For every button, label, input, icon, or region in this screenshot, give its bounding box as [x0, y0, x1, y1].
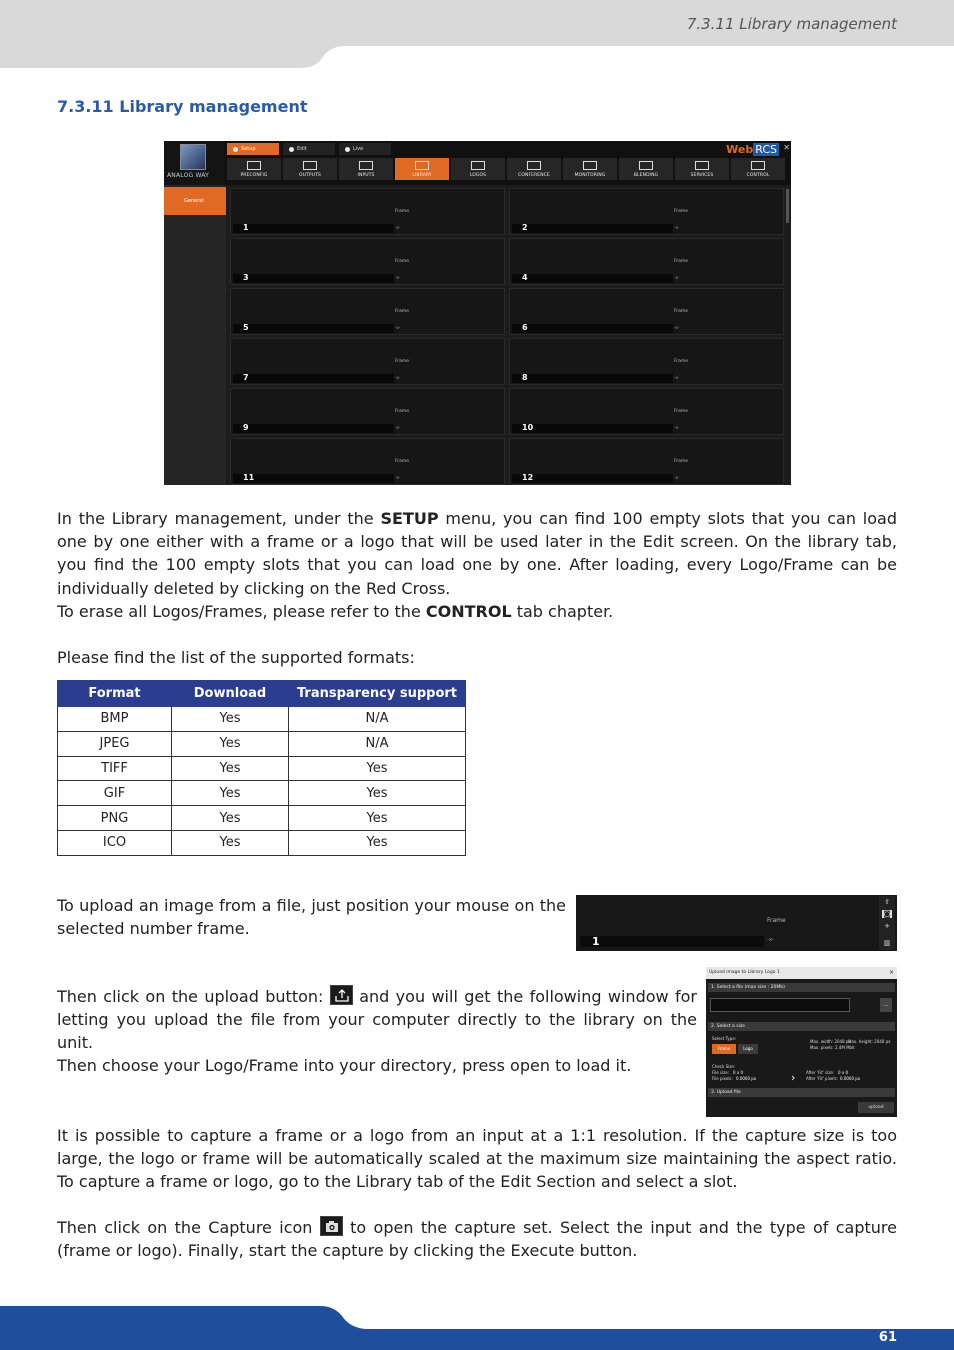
nav-label: LIBRARY [412, 173, 432, 178]
nav-outputs[interactable] [283, 158, 337, 180]
slot-hover-screenshot [576, 895, 897, 951]
slot-number: 7 [243, 373, 249, 382]
logos-icon [471, 161, 485, 170]
slot-frame-label: Frame [674, 459, 689, 464]
library-slot[interactable] [230, 388, 505, 435]
after-pixels-value: 0.0000 px [840, 1076, 861, 1081]
upload-icon [330, 985, 353, 1005]
cell-transparency: Yes [289, 781, 466, 806]
library-slot[interactable] [509, 338, 784, 385]
nav-services[interactable] [675, 158, 729, 180]
setup-nav [227, 158, 785, 180]
mode-tabs [227, 143, 391, 156]
capture-icon[interactable]: ◙ [883, 910, 891, 918]
slot-size-label: -x- [674, 375, 680, 380]
nav-inputs[interactable] [339, 158, 393, 180]
upload-button[interactable]: upload [858, 1102, 894, 1113]
paragraph-erase [57, 600, 897, 623]
slot-label-bar [233, 324, 394, 333]
slot-size-label: -x- [395, 475, 401, 480]
slot-frame-label: Frame [674, 409, 689, 414]
tab-setup-label: Setup [241, 146, 256, 152]
side-panel [164, 185, 226, 485]
analog-way-logo-text: ANALOG WAY [167, 172, 210, 179]
file-size-label: File size: [712, 1070, 730, 1075]
inputs-icon [359, 161, 373, 170]
header-band [0, 0, 954, 70]
paragraph-text: and you will get the following window for letting you upload the file from your computer directly to the library on the unit. [57, 987, 697, 1053]
step-select-file: 1. Select a file (max size : 20Mb) [708, 983, 895, 992]
slot-number: 5 [243, 323, 249, 332]
nav-library[interactable] [395, 158, 449, 180]
slot-action-icons [879, 896, 895, 950]
paragraph-text: Then click on the Capture icon [57, 1218, 320, 1237]
cell-format: BMP [58, 707, 172, 732]
browse-button[interactable]: ... [880, 998, 892, 1012]
outputs-icon [303, 161, 317, 170]
slot-frame-label: Frame [674, 259, 689, 264]
library-slot[interactable] [230, 288, 505, 335]
cell-format: ICO [58, 830, 172, 855]
camera-icon [320, 1216, 343, 1236]
after-size-value: 0 x 0 [838, 1070, 848, 1075]
cell-download: Yes [172, 731, 289, 756]
blending-icon [639, 161, 653, 170]
paragraph-upload-hover: To upload an image from a file, just position your mouse on the selected number frame. [57, 896, 566, 939]
slot-number: 9 [243, 423, 249, 432]
header-format: Format [58, 681, 172, 707]
slot-size-label: -x- [674, 325, 680, 330]
paragraph-text: tab chapter. [511, 602, 614, 621]
slot-number: 4 [522, 273, 528, 282]
paragraph-text: Then click on the upload button: [57, 987, 330, 1006]
slot-size-label: -x- [395, 425, 401, 430]
after-pixels-label: After 'Fit' pixels: [806, 1076, 838, 1081]
table-row [58, 756, 466, 781]
slot-label-bar [233, 474, 394, 483]
cell-transparency: Yes [289, 806, 466, 831]
webrcs-brand [726, 143, 779, 156]
nav-preconfig[interactable] [227, 158, 281, 180]
library-screenshot [164, 141, 791, 485]
table-row [58, 707, 466, 732]
paragraph-upload-button [57, 985, 697, 1055]
cell-format: GIF [58, 781, 172, 806]
paragraph-capture-intro: It is possible to capture a frame or a logo from an input at a 1:1 resolution. If the capture size is too large, the logo or frame will be automatically scaled at the maximum size maintaining the aspect ratio. To capture a frame or logo, go to the Library tab of the Edit Section and select a slot. [57, 1126, 897, 1192]
control-icon [751, 161, 765, 170]
library-icon [415, 161, 429, 170]
slot-label-bar [512, 374, 673, 383]
slot-number: 2 [522, 223, 528, 232]
tab-live[interactable] [339, 143, 391, 155]
slot-size-label: -x- [395, 375, 401, 380]
frame-type-button[interactable]: Frame [712, 1044, 736, 1054]
cell-format: PNG [58, 806, 172, 831]
page-number: 61 [878, 1330, 897, 1345]
cell-transparency: Yes [289, 830, 466, 855]
slot-label-bar [512, 424, 673, 433]
paragraph-formats-intro: Please find the list of the supported formats: [57, 648, 415, 667]
paragraph-text: To erase all Logos/Frames, please refer to the [57, 602, 426, 621]
slot-frame-label: Frame [395, 259, 410, 264]
slot-frame-label: Frame [395, 459, 410, 464]
table-row [58, 830, 466, 855]
library-slot[interactable] [509, 188, 784, 235]
paragraph-library-intro [57, 507, 897, 600]
library-slot[interactable] [509, 438, 784, 485]
add-icon[interactable]: + [884, 922, 890, 930]
library-slot[interactable] [230, 438, 505, 485]
slot-size-label: -x- [395, 275, 401, 280]
paragraph-choose-file: Then choose your Logo/Frame into your directory, press open to load it. [57, 1056, 632, 1075]
preconfig-icon [247, 161, 261, 170]
slot-frame-label: Frame [767, 917, 786, 924]
nav-monitoring[interactable] [563, 158, 617, 180]
library-slot[interactable] [230, 188, 505, 235]
check-size-label: Check Size: [712, 1064, 736, 1069]
slot-label-bar [512, 274, 673, 283]
nav-blending[interactable] [619, 158, 673, 180]
setup-keyword: SETUP [380, 509, 439, 528]
tab-edit-label: Edit [297, 146, 307, 152]
cell-download: Yes [172, 781, 289, 806]
cell-format: TIFF [58, 756, 172, 781]
analog-way-logo-icon [180, 144, 206, 170]
footer-band [0, 1302, 954, 1350]
slot-label-bar [233, 274, 394, 283]
library-slot[interactable] [230, 238, 505, 285]
after-size-label: After 'Fit' size: [806, 1070, 835, 1075]
library-slot[interactable] [509, 388, 784, 435]
nav-control[interactable] [731, 158, 785, 180]
nav-label: INPUTS [357, 173, 375, 178]
close-icon[interactable]: × [888, 969, 894, 976]
table-row [58, 806, 466, 831]
file-path-input[interactable] [710, 998, 850, 1012]
library-slot[interactable] [509, 238, 784, 285]
slot-number: 6 [522, 323, 528, 332]
scrollbar[interactable] [786, 189, 789, 223]
upload-dialog-screenshot [706, 967, 897, 1117]
slot-frame-label: Frame [395, 359, 410, 364]
slot-frame-label: Frame [674, 209, 689, 214]
nav-label: CONFERENCE [518, 173, 550, 178]
side-item-general[interactable]: General [164, 187, 226, 215]
max-pixels-label: Max. pixels: 2.4M Mbit [810, 1045, 855, 1050]
slot-size-label: -x- [395, 225, 401, 230]
slot-label-bar [233, 424, 394, 433]
edit-icon [289, 147, 294, 152]
nav-label: OUTPUTS [299, 173, 321, 178]
nav-label: LOGOS [469, 173, 487, 178]
library-slot[interactable] [509, 288, 784, 335]
slot-label-bar [512, 324, 673, 333]
slot-size-label: -x- [674, 475, 680, 480]
paragraph-text: In the Library management, under the [57, 509, 381, 528]
slot-label-bar [512, 474, 673, 483]
brand-web: Web [726, 143, 754, 156]
section-heading: 7.3.11 Library management [57, 97, 308, 116]
step-select-size: 2. Select a size [708, 1022, 895, 1031]
cell-download: Yes [172, 806, 289, 831]
monitoring-icon [583, 161, 597, 170]
live-icon [345, 147, 350, 152]
slot-size-label: -x- [767, 937, 775, 943]
running-header-title: 7.3.11 Library management [686, 15, 897, 33]
cell-download: Yes [172, 830, 289, 855]
slot-number: 12 [522, 473, 534, 482]
slot-size-label: -x- [674, 225, 680, 230]
nav-label: CONTROL [746, 173, 770, 178]
slot-frame-label: Frame [395, 209, 410, 214]
slot-number: 11 [243, 473, 255, 482]
chevron-right-icon: › [791, 1071, 796, 1084]
trash-icon[interactable]: ▥ [883, 939, 891, 947]
cell-transparency: Yes [289, 756, 466, 781]
slot-label-bar [233, 224, 394, 233]
nav-label: PRECONFIG [240, 173, 268, 178]
table-header-row [58, 681, 466, 707]
max-width-label: Max. width: 2048 px [810, 1039, 851, 1044]
max-height-label: Max. height: 2048 px [848, 1039, 891, 1044]
paragraph-text: menu, you can find 100 empty slots that you can load one by one either with a frame or a logo that will be used later in the Edit screen. On the library tab, you find the 100 empty slots that you can load one by one. After loading, every Logo/Frame can be individually deleted by clicking on the Red Cross. [57, 509, 897, 598]
header-transparency: Transparency support [289, 681, 466, 707]
slot-size-label: -x- [674, 275, 680, 280]
step-upload-file: 3. Upload file [708, 1088, 895, 1097]
nav-label: SERVICES [690, 173, 714, 178]
slot-number: 1 [243, 223, 249, 232]
tab-setup[interactable] [227, 143, 279, 155]
cell-format: JPEG [58, 731, 172, 756]
formats-table [57, 680, 466, 856]
cell-download: Yes [172, 756, 289, 781]
slot-size-label: -x- [395, 325, 401, 330]
slot-frame-label: Frame [395, 409, 410, 414]
cell-download: Yes [172, 707, 289, 732]
tab-edit[interactable] [283, 143, 335, 155]
library-slot[interactable] [230, 338, 505, 385]
cell-transparency: N/A [289, 707, 466, 732]
slot-number: 1 [592, 935, 600, 948]
slot-label-bar [512, 224, 673, 233]
nav-logos[interactable] [451, 158, 505, 180]
slot-number: 8 [522, 373, 528, 382]
logo-type-button[interactable]: Logo [738, 1044, 758, 1054]
upload-icon[interactable]: ⇪ [884, 898, 890, 906]
nav-label: MONITORING [574, 173, 606, 178]
cell-transparency: N/A [289, 731, 466, 756]
slot-label-bar [233, 374, 394, 383]
slot-number: 3 [243, 273, 249, 282]
conference-icon [527, 161, 541, 170]
services-icon [695, 161, 709, 170]
brand-rcs: RCS [755, 143, 777, 156]
slot-number: 10 [522, 423, 534, 432]
dialog-title: Upload image to Library Logo 1 [706, 967, 897, 979]
select-type-label: Select Type: [712, 1036, 737, 1041]
table-row [58, 731, 466, 756]
analog-way-logo [164, 141, 224, 185]
slot-frame-label: Frame [395, 309, 410, 314]
table-row [58, 781, 466, 806]
paragraph-capture-icon [57, 1216, 897, 1262]
file-pixels-value: 0.0000 px [736, 1076, 757, 1081]
tab-live-label: Live [353, 146, 364, 152]
nav-conference[interactable] [507, 158, 561, 180]
fullscreen-icon[interactable]: ✕ [783, 143, 790, 152]
paragraph-text: to open the capture set. Select the input and the type of capture (frame or logo). Finally, start the capture by clicking the Execute button. [57, 1218, 898, 1261]
slot-frame-label: Frame [674, 359, 689, 364]
gear-icon [233, 147, 238, 152]
header-download: Download [172, 681, 289, 707]
slot-label-bar [580, 936, 764, 947]
slot-size-label: -x- [674, 425, 680, 430]
slot-frame-label: Frame [674, 309, 689, 314]
nav-label: BLENDING [633, 173, 659, 178]
control-keyword: CONTROL [425, 602, 512, 621]
file-pixels-label: File pixels: [712, 1076, 733, 1081]
file-size-value: 0 x 0 [733, 1070, 743, 1075]
